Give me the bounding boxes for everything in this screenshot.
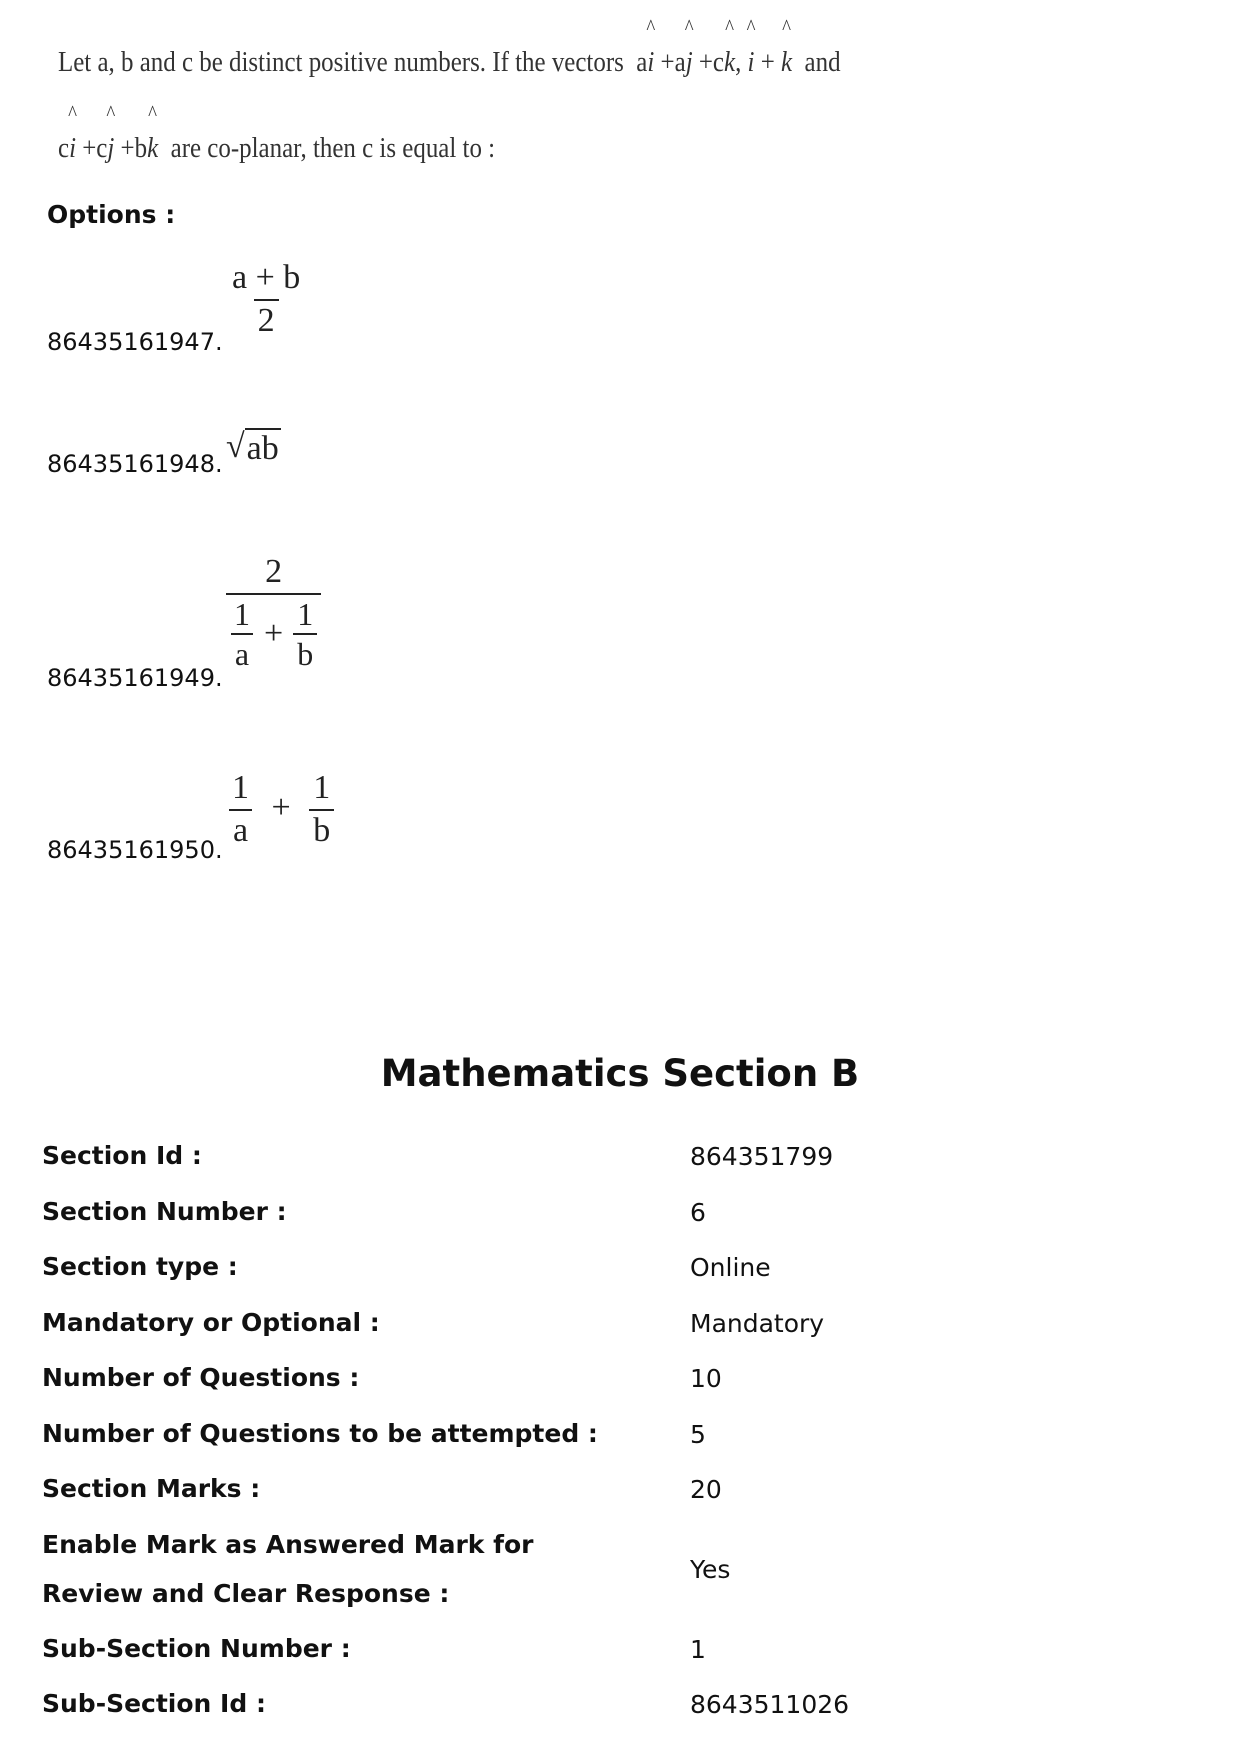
option-4-formula: $\frac{1}{a}$ + $\frac{1}{b}$	[228, 768, 334, 852]
option-id: 86435161949.	[47, 664, 223, 692]
option-2-formula: √ ab	[226, 428, 279, 467]
unit-vector-i: ^ i	[746, 14, 756, 78]
question-line-1: Let a, b and c be distinct positive numbers. If the vectors a ^ i +a ^ j +c ^ k, ^ i + ^ k and	[58, 14, 841, 78]
option-1-formula: $\frac{a + b}{2}$	[228, 258, 304, 342]
unit-vector-i: ^ i	[68, 100, 77, 164]
option-id: 86435161947.	[47, 328, 223, 356]
mandatory-label: Mandatory or Optional :	[42, 1308, 380, 1337]
unit-vector-k: ^ k	[147, 100, 159, 164]
section-id-value: 864351799	[690, 1142, 834, 1171]
section-marks-label: Section Marks :	[42, 1474, 261, 1503]
section-id-label: Section Id :	[42, 1141, 202, 1170]
sub-section-number-value: 1	[690, 1635, 706, 1664]
sub-section-id-label: Sub-Section Id :	[42, 1689, 266, 1718]
enable-mark-value: Yes	[690, 1555, 731, 1584]
sub-section-number-label: Sub-Section Number :	[42, 1634, 351, 1663]
sqrt-symbol: √	[226, 428, 245, 465]
section-type-value: Online	[690, 1253, 771, 1282]
sub-section-id-value: 8643511026	[690, 1690, 850, 1719]
option-id: 86435161950.	[47, 836, 223, 864]
option-id: 86435161948.	[47, 450, 223, 478]
section-type-label: Section type :	[42, 1252, 238, 1281]
num-questions-label: Number of Questions :	[42, 1363, 360, 1392]
num-attempt-value: 5	[690, 1420, 706, 1449]
options-label: Options :	[47, 200, 176, 229]
unit-vector-j: ^ j	[106, 100, 116, 164]
section-marks-value: 20	[690, 1475, 722, 1504]
option-3-formula: 2 $\frac{1}{a}$ + $\frac{1}{b}$	[226, 552, 321, 674]
question-line-2: c ^ i +c ^ j +b ^ k are co-planar, then c is equal to :	[58, 100, 496, 164]
unit-vector-k: ^ k	[724, 14, 736, 78]
unit-vector-k: ^ k	[781, 14, 793, 78]
unit-vector-i: ^ i	[646, 14, 656, 78]
unit-vector-j: ^ j	[684, 14, 694, 78]
question-suffix: are co-planar, then c is equal to :	[170, 132, 496, 164]
num-questions-value: 10	[690, 1364, 722, 1393]
mandatory-value: Mandatory	[690, 1309, 825, 1338]
question-and: and	[804, 46, 841, 78]
section-title: Mathematics Section B	[380, 1052, 860, 1095]
question-prefix: Let a, b and c be distinct positive numbers. If the vectors	[58, 46, 624, 78]
enable-mark-label: Enable Mark as Answered Mark for Review and Clear Response :	[42, 1530, 534, 1608]
section-number-value: 6	[690, 1198, 706, 1227]
num-attempt-label: Number of Questions to be attempted :	[42, 1419, 598, 1448]
section-number-label: Section Number :	[42, 1197, 287, 1226]
